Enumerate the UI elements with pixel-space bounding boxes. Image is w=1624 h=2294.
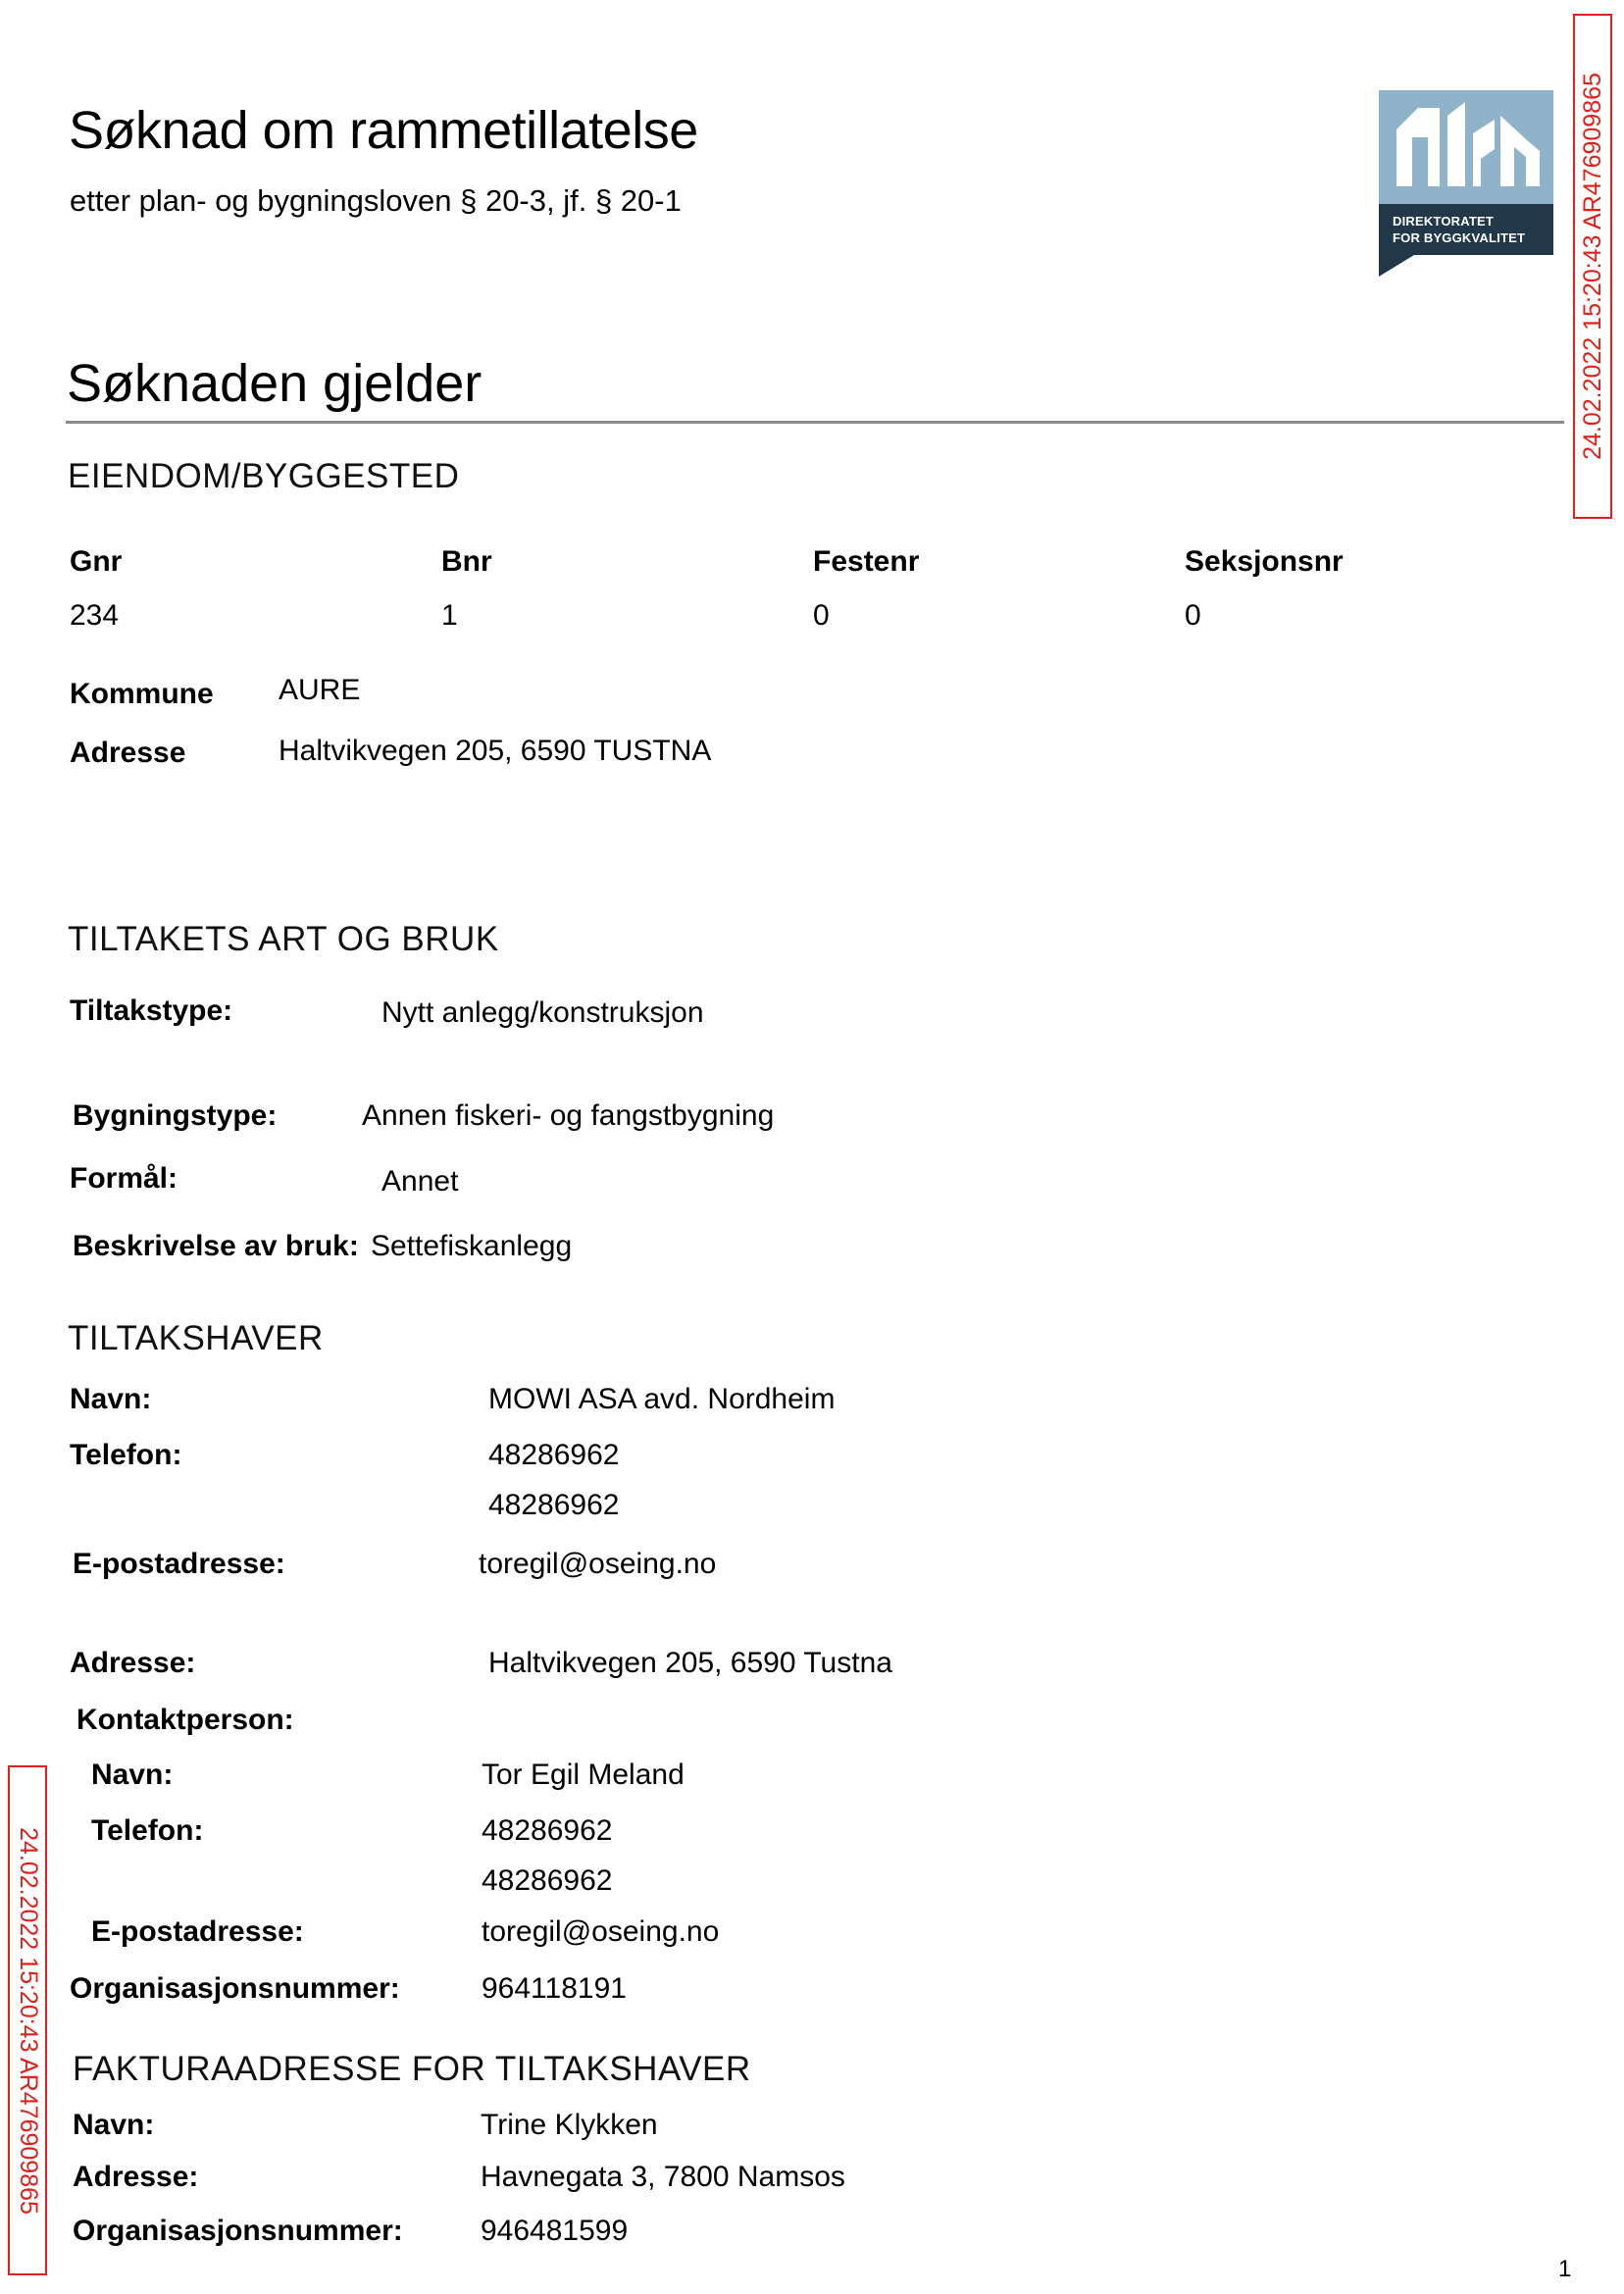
gnr-value: 234 xyxy=(70,599,120,632)
tiltakshaver-heading: TILTAKSHAVER xyxy=(68,1319,324,1357)
gnr-label: Gnr xyxy=(70,545,123,578)
festenr-label: Festenr xyxy=(813,545,920,578)
dibk-buildings-logo-icon xyxy=(1379,90,1553,204)
beskrivelse-value: Settefiskanlegg xyxy=(371,1230,573,1262)
kommune-label: Kommune xyxy=(70,678,214,710)
festenr-value: 0 xyxy=(813,599,830,632)
dibk-logo xyxy=(1379,90,1553,277)
section-divider xyxy=(66,421,1564,424)
tiltak-heading: TILTAKETS ART OG BRUK xyxy=(68,920,499,958)
tiltakshaver-epost-value: toregil@oseing.no xyxy=(479,1548,717,1580)
faktura-adresse-label: Adresse: xyxy=(73,2161,199,2193)
tiltakshaver-navn-value: MOWI ASA avd. Nordheim xyxy=(488,1383,836,1415)
bygningstype-value: Annen fiskeri- og fangstbygning xyxy=(362,1099,775,1132)
tiltakstype-value: Nytt anlegg/konstruksjon xyxy=(381,996,704,1029)
adresse-label: Adresse xyxy=(70,737,186,769)
document-title: Søknad om rammetillatelse xyxy=(69,101,698,160)
faktura-heading: FAKTURAADRESSE FOR TILTAKSHAVER xyxy=(73,2050,751,2088)
kontakt-telefon-value-2: 48286962 xyxy=(482,1864,613,1897)
kontakt-epost-label: E-postadresse: xyxy=(91,1915,304,1948)
kommune-value: AURE xyxy=(279,674,361,706)
kontakt-telefon-label: Telefon: xyxy=(91,1814,204,1847)
kontakt-navn-value: Tor Egil Meland xyxy=(482,1759,685,1791)
bnr-value: 1 xyxy=(441,599,458,632)
document-subtitle: etter plan- og bygningsloven § 20-3, jf. § 20-1 xyxy=(70,183,682,218)
tiltakshaver-telefon-value-2: 48286962 xyxy=(488,1489,620,1521)
tiltakshaver-adresse-value: Haltvikvegen 205, 6590 Tustna xyxy=(488,1647,892,1679)
faktura-navn-value: Trine Klykken xyxy=(481,2109,658,2141)
faktura-adresse-value: Havnegata 3, 7800 Namsos xyxy=(481,2161,845,2193)
faktura-orgnr-label: Organisasjonsnummer: xyxy=(73,2215,403,2247)
formal-value: Annet xyxy=(381,1165,459,1198)
property-heading: EIENDOM/BYGGESTED xyxy=(68,457,460,495)
logo-ribbon-tail xyxy=(1379,255,1414,277)
logo-text-line1: DIREKTORATET xyxy=(1393,214,1495,229)
tiltakshaver-telefon-value-1: 48286962 xyxy=(488,1439,620,1471)
tiltakshaver-orgnr-label: Organisasjonsnummer: xyxy=(70,1972,400,2005)
formal-label: Formål: xyxy=(70,1162,178,1195)
bnr-label: Bnr xyxy=(441,545,492,578)
kontakt-navn-label: Navn: xyxy=(91,1759,174,1791)
archive-stamp-right-text: 24.02.2022 15:20:43 AR476909865 xyxy=(1578,73,1606,460)
faktura-orgnr-value: 946481599 xyxy=(481,2215,629,2247)
tiltakshaver-adresse-label: Adresse: xyxy=(70,1647,196,1679)
tiltakstype-label: Tiltakstype: xyxy=(70,994,233,1027)
tiltakshaver-epost-label: E-postadresse: xyxy=(73,1548,285,1580)
section-title: Søknaden gjelder xyxy=(67,354,482,413)
page-number: 1 xyxy=(1558,2256,1572,2282)
kontaktperson-label: Kontaktperson: xyxy=(76,1704,294,1736)
tiltakshaver-telefon-label: Telefon: xyxy=(70,1439,182,1471)
seksjonsnr-label: Seksjonsnr xyxy=(1185,545,1344,578)
tiltakshaver-orgnr-value: 964118191 xyxy=(482,1972,627,2005)
logo-text-line2: FOR BYGGKVALITET xyxy=(1393,230,1526,245)
archive-stamp-left xyxy=(8,1765,47,2275)
tiltakshaver-navn-label: Navn: xyxy=(70,1383,152,1415)
kontakt-epost-value: toregil@oseing.no xyxy=(482,1915,720,1948)
archive-stamp-left-text: 24.02.2022 15:20:43 AR476909865 xyxy=(14,1826,42,2215)
kontakt-telefon-value-1: 48286962 xyxy=(482,1814,613,1847)
faktura-navn-label: Navn: xyxy=(73,2109,155,2141)
bygningstype-label: Bygningstype: xyxy=(73,1099,278,1132)
archive-stamp-right xyxy=(1573,14,1612,519)
beskrivelse-label: Beskrivelse av bruk: xyxy=(73,1230,359,1262)
seksjonsnr-value: 0 xyxy=(1185,599,1201,632)
adresse-value: Haltvikvegen 205, 6590 TUSTNA xyxy=(279,735,712,767)
